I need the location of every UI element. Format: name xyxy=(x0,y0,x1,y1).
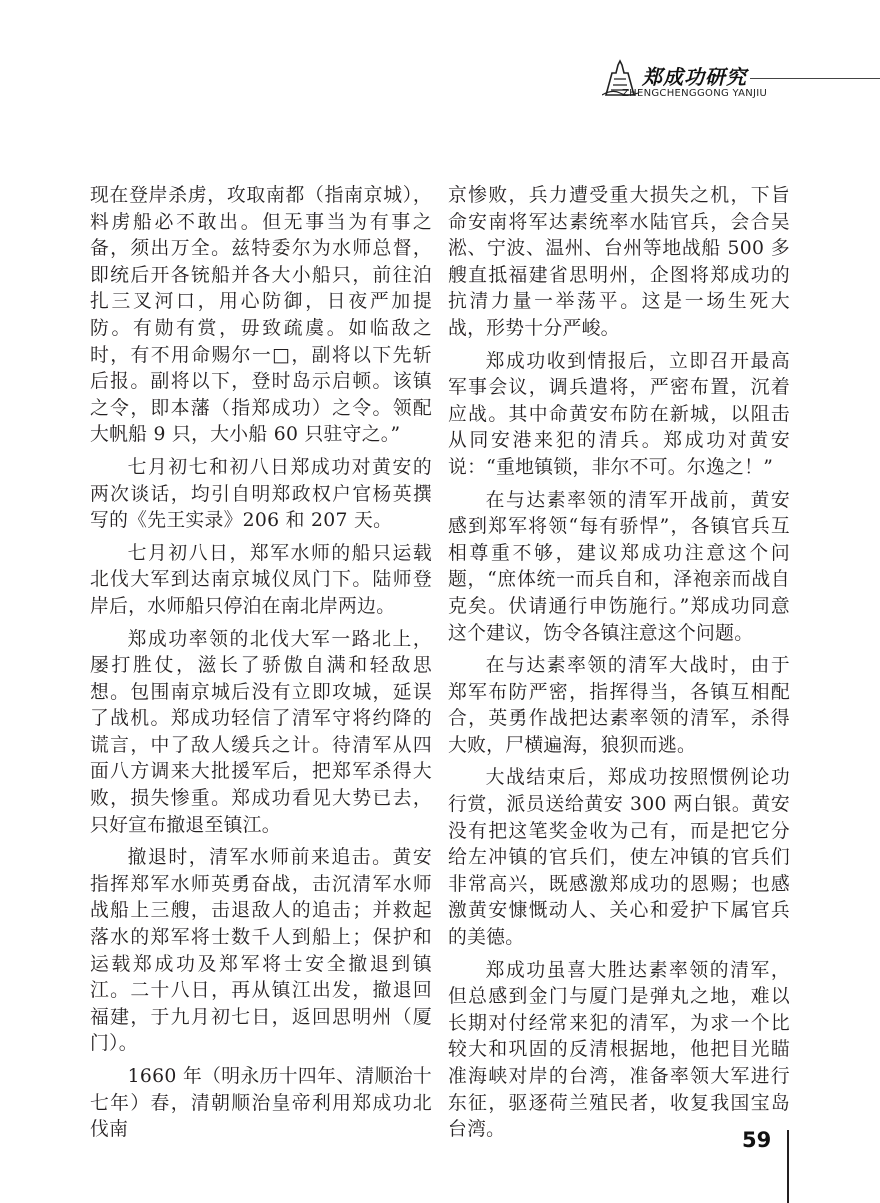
paragraph: 七月初七和初八日郑成功对黄安的两次谈话，均引自明郑政权户官杨英撰写的《先王实录》206 和 207 天。 xyxy=(90,456,432,532)
paragraph: 在与达素率领的清军大战时，由于郑军布防严密，指挥得当，各镇互相配合，英勇作战把达素率领的清军，杀得大败，尸横遍海，狼狈而逃。 xyxy=(448,655,790,756)
journal-subtitle: ZHENGCHENGGONG YANJIU xyxy=(622,88,768,99)
page-number: 59 xyxy=(742,1128,772,1152)
footer-divider xyxy=(787,1130,789,1203)
paragraph: 现在登岸杀虏，攻取南都（指南京城），料虏船必不敢出。但无事当为有事之备，须出万全。兹特委尔为水师总督，即统后开各铳船并各大小船只，前往泊扎三叉河口，用心防御，日夜严加提防。有勋有赏，毋致疏虞。如临敌之时，有不用命赐尔一□，副将以下先斩后报。副将以下，登时岛示启顿。该镇之令，即本藩（指郑成功）之令。领配大帆船 9 只，大小船 60 只驻守之。” xyxy=(90,185,432,446)
left-column xyxy=(90,183,432,1150)
paragraph: 撤退时，清军水师前来追击。黄安指挥郑军水师英勇奋战，击沉清军水师战船上三艘，击退敌人的追击；并救起落水的郑军将士数千人到船上；保护和运载郑成功及郑军将士安全撤退到镇江。二十八日，再从镇江出发，撤退回福建，于九月初七日，返回思明州（厦门）。 xyxy=(90,847,432,1055)
paragraph: 大战结束后，郑成功按照惯例论功行赏，派员送给黄安 300 两白银。黄安没有把这笔奖金收为己有，而是把它分给左冲镇的官兵们，使左冲镇的官兵们非常高兴，既感激郑成功的恩赐；也感激黄安慷慨动人、关心和爱护下属官兵的美德。 xyxy=(448,767,790,949)
paragraph: 京惨败，兵力遭受重大损失之机，下旨命安南将军达素统率水陆官兵，会合吴淞、宁波、温州、台州等地战船 500 多艘直抵福建省思明州，企图将郑成功的抗清力量一举荡平。这是一场生死大战，形势十分严峻。 xyxy=(448,185,790,339)
right-column xyxy=(448,183,790,1150)
paragraph: 1660 年（明永历十四年、清顺治十七年）春，清朝顺治皇帝利用郑成功北伐南 xyxy=(90,1066,432,1141)
header-divider xyxy=(750,78,880,79)
journal-header xyxy=(600,55,880,105)
paragraph: 郑成功率领的北伐大军一路北上，屡打胜仗，滋长了骄傲自满和轻敌思想。包围南京城后没有立即攻城，延误了战机。郑成功轻信了清军守将约降的谎言，中了敌人缓兵之计。待清军从四面八方调来大批援军后，把郑军杀得大败，损失惨重。郑成功看见大势已去，只好宣布撤退至镇江。 xyxy=(90,628,432,836)
paragraph: 郑成功虽喜大胜达素率领的清军，但总感到金门与厦门是弹丸之地，难以长期对付经常来犯的清军，为求一个比较大和巩固的反清根据地，他把目光瞄准海峡对岸的台湾，准备率领大军进行东征，驱逐荷兰殖民者，收复我国宝岛台湾。 xyxy=(448,959,790,1141)
paragraph: 七月初八日，郑军水师的船只运载北伐大军到达南京城仪凤门下。陆师登岸后，水师船只停泊在南北岸两边。 xyxy=(90,542,432,617)
paragraph: 郑成功收到情报后，立即召开最高军事会议，调兵遣将，严密布置，沉着应战。其中命黄安布防在新城，以阻击从同安港来犯的清兵。郑成功对黄安说：“重地镇锁，非尔不可。尔逸之！” xyxy=(448,350,790,478)
journal-title: 郑成功研究 xyxy=(642,65,747,89)
paragraph: 在与达素率领的清军开战前，黄安感到郑军将领“每有骄悍”，各镇官兵互相尊重不够，建议郑成功注意这个问题，“庶体统一而兵自和，泽袍亲而战自克矣。伏请通行申饬施行。”郑成功同意这个建议，饬令各镇注意这个问题。 xyxy=(448,489,790,644)
